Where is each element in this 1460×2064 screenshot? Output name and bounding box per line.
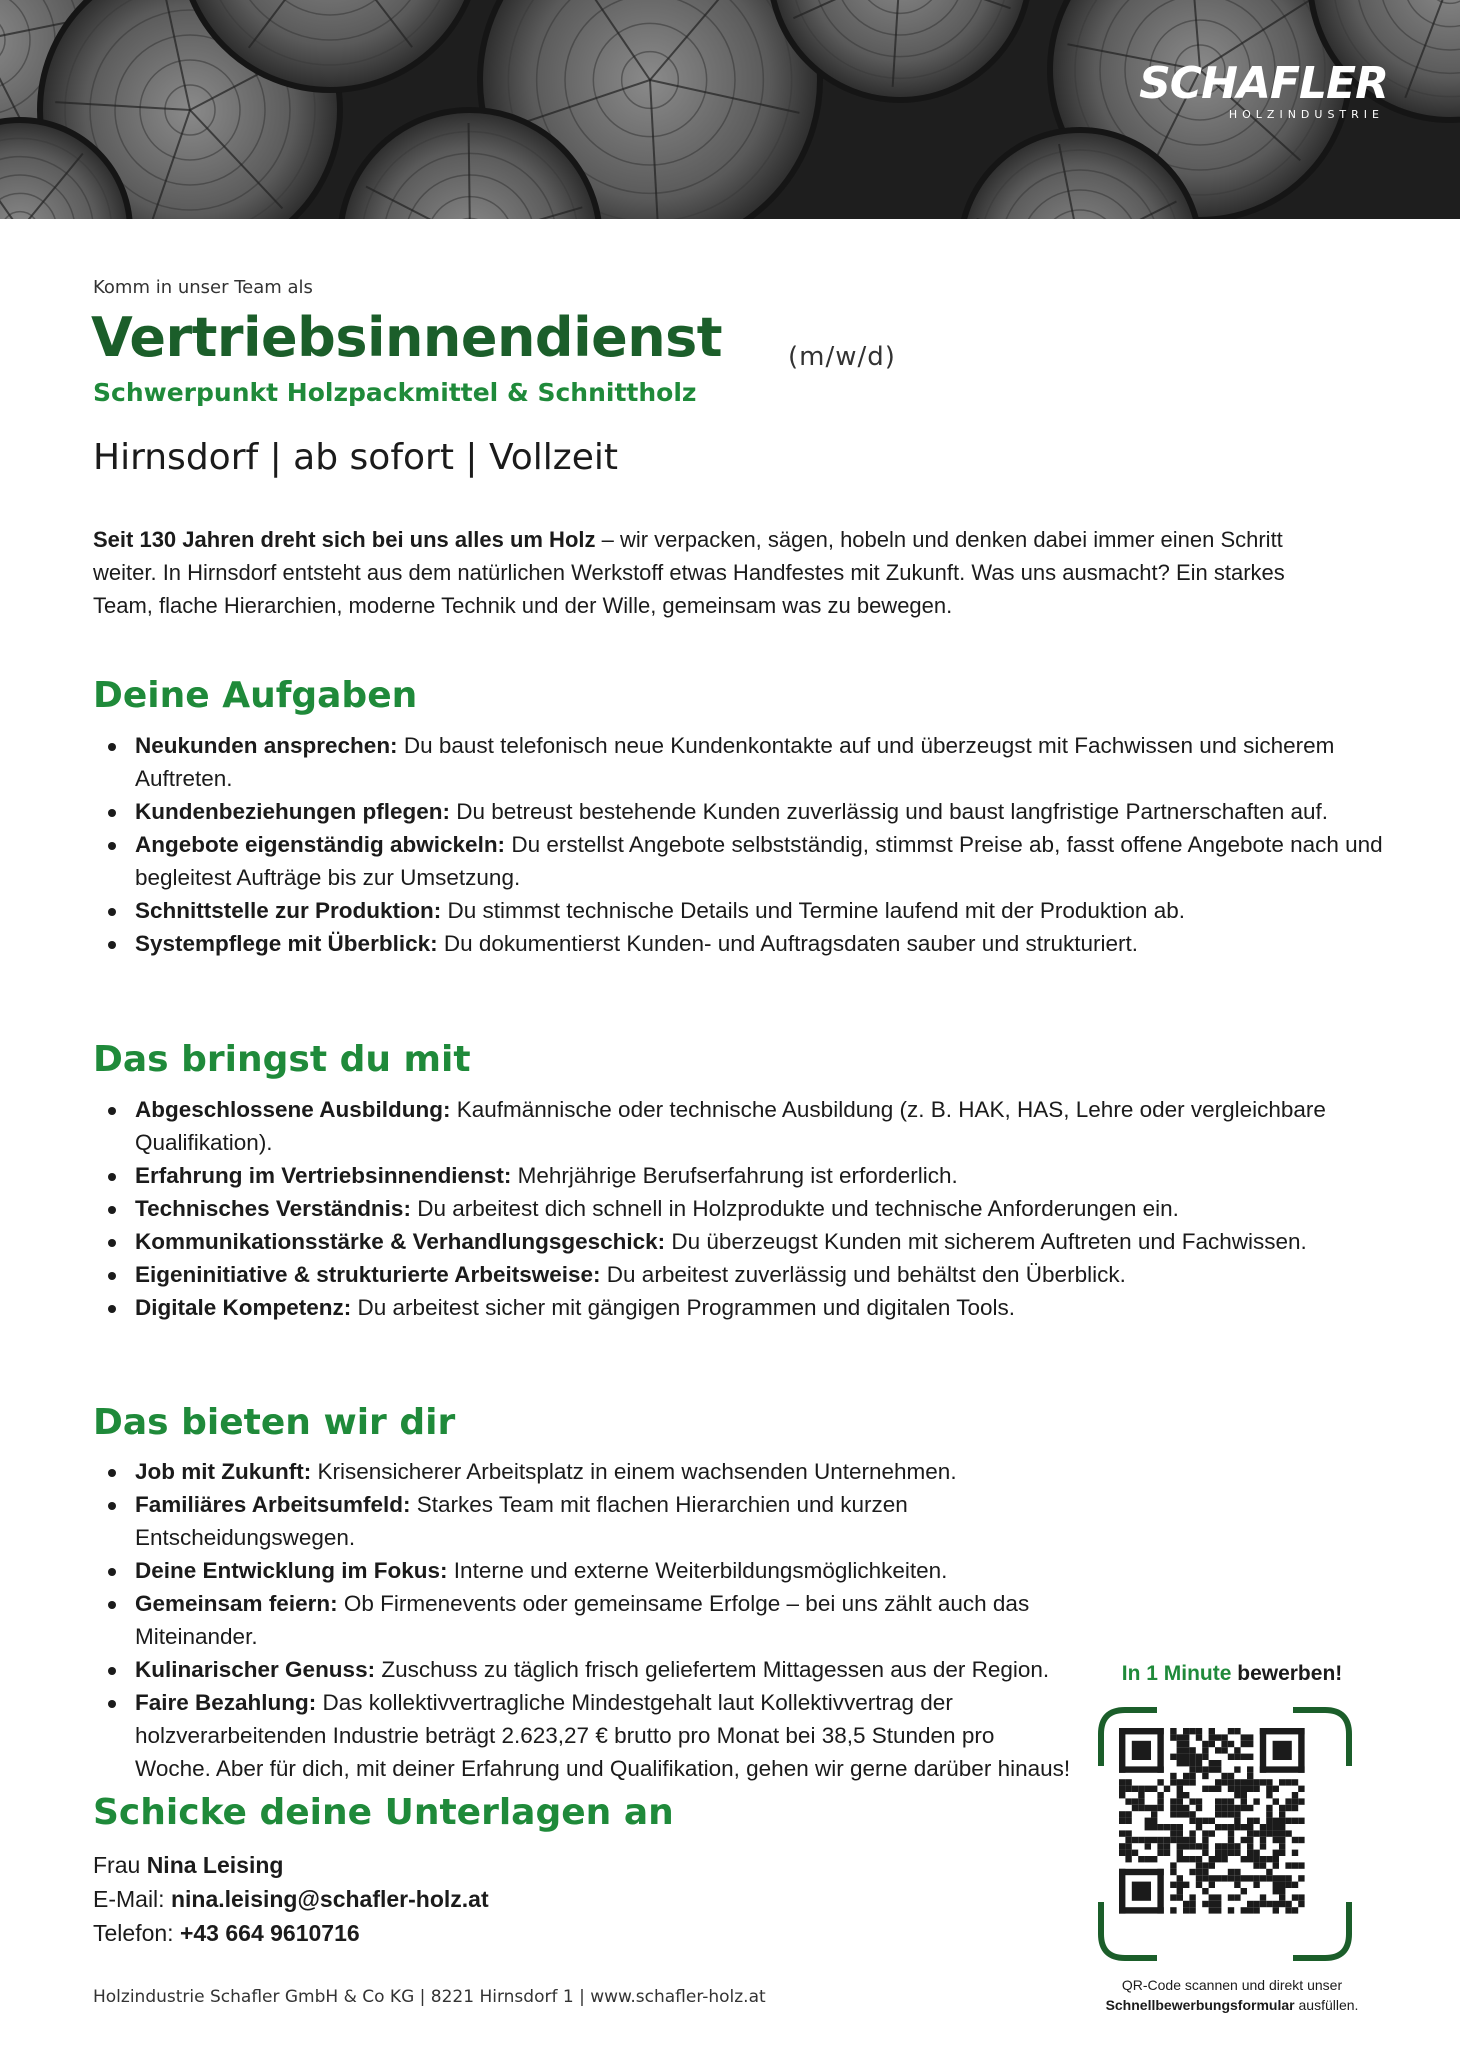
list-item-label: Faire Bezahlung: [135,1690,317,1715]
list-item [93,1159,1383,1192]
list-item-text: Krisensicherer Arbeitsplatz in einem wachsenden Unternehmen. [311,1459,957,1484]
list-item [93,1653,1073,1686]
list-item [93,1686,1073,1785]
contact-name: Nina Leising [146,1852,284,1878]
list-item-label: Neukunden ansprechen: [135,733,398,758]
list-item [93,1093,1383,1159]
phone-label: Telefon: [93,1920,180,1946]
logo-subtext: HOLZINDUSTRIE [1228,108,1384,121]
list-item-text: Ob Firmenevents oder gemeinsame Erfolge – bei uns zählt auch das Miteinander. [135,1591,1030,1649]
list-item-text: Du baust telefonisch neue Kundenkontakte auf und überzeugst mit Fachwissen und sicherem Auftreten. [135,733,1335,791]
list-item [93,1258,1383,1291]
list-item-label: Job mit Zukunft: [135,1459,312,1484]
contact-phone-line [93,1916,489,1950]
email-label: E-Mail: [93,1886,171,1912]
list-item-text: Starkes Team mit flachen Hierarchien und kurzen Entscheidungswegen. [135,1492,908,1550]
list-item-label: Familiäres Arbeitsumfeld: [135,1492,411,1517]
list-item-label: Gemeinsam feiern: [135,1591,338,1616]
heading-tasks: Deine Aufgaben [93,675,418,716]
list-item [93,828,1383,894]
tasks-list [93,729,1383,960]
contact-block [93,1848,489,1950]
list-item-text: Du arbeitest dich schnell in Holzprodukte und technische Anforderungen ein. [410,1196,1179,1221]
list-item-label: Systempflege mit Überblick: [135,931,438,956]
list-item [93,1291,1383,1324]
list-item [93,795,1383,828]
list-item-text: Mehrjährige Berufserfahrung ist erforderlich. [511,1163,958,1188]
qr-caption-bold: Schnellbewerbungsformular [1105,1997,1295,2013]
heading-contact: Schicke deine Unterlagen an [93,1792,674,1833]
list-item [93,1488,1073,1554]
apply-heading-green: In 1 Minute [1121,1662,1232,1685]
list-item-text: Du überzeugst Kunden mit sicherem Auftreten und Fachwissen. [665,1229,1307,1254]
list-item-text: Du stimmst technische Details und Termine laufend mit der Produktion ab. [441,898,1185,923]
header-banner [0,0,1460,219]
list-item [93,927,1383,960]
list-item-label: Deine Entwicklung im Fokus: [135,1558,448,1583]
list-item-text: Du erstellst Angebote selbstständig, stimmst Preise ab, fasst offene Angebote nach und begleitest Aufträge bis zur Umsetzung. [135,832,1383,890]
logo-wordmark: SCHAFLER [1139,58,1388,109]
list-item-label: Digitale Kompetenz: [135,1295,352,1320]
intro-label: Komm in unser Team als [93,277,313,298]
qr-code-graphic [1097,1706,1353,1962]
heading-requirements: Das bringst du mit [93,1039,471,1080]
list-item-text: Du arbeitest sicher mit gängigen Programmen und digitalen Tools. [351,1295,1015,1320]
list-item [93,1225,1383,1258]
requirements-list [93,1093,1383,1324]
qr-caption [1062,1975,1402,2015]
email-link[interactable]: nina.leising@schafler-holz.at [170,1886,489,1912]
list-item [93,1455,1073,1488]
list-item-label: Angebote eigenständig abwickeln: [135,832,506,857]
list-item [93,729,1383,795]
list-item-label: Kulinarischer Genuss: [135,1657,376,1682]
footer-imprint: Holzindustrie Schafler GmbH & Co KG | 8221 Hirnsdorf 1 | www.schafler-holz.at [93,1987,766,2007]
qr-code[interactable] [1097,1706,1353,1962]
intro-bold: Seit 130 Jahren dreht sich bei uns alles um Holz [93,527,596,552]
list-item-text: Zuschuss zu täglich frisch geliefertem Mittagessen aus der Region. [375,1657,1050,1682]
list-item-label: Erfahrung im Vertriebsinnendienst: [135,1163,512,1188]
company-logo [1139,58,1388,122]
offers-list [93,1455,1073,1785]
intro-paragraph [93,523,1343,622]
list-item [93,1587,1073,1653]
intro-text: – wir verpacken, sägen, hobeln und denken dabei immer einen Schritt weiter. In Hirnsdorf entsteht aus dem natürlichen Werkstoff etwas Handfestes mit Zukunft. Was uns ausmacht? Ein starkes Team, flache Hierarchien, moderne Technik und der Wille, gemeinsam was zu bewegen. [93,527,1285,618]
qr-caption-rest: ausfüllen. [1294,1997,1359,2013]
contact-salutation: Frau [93,1852,147,1878]
list-item-label: Technisches Verständnis: [135,1196,411,1221]
list-item-text: Du arbeitest zuverlässig und behältst den Überblick. [600,1262,1126,1287]
list-item-text: Interne und externe Weiterbildungsmöglichkeiten. [447,1558,948,1583]
apply-heading [1082,1662,1382,1686]
heading-offers: Das bieten wir dir [93,1402,456,1443]
qr-caption-line1: QR-Code scannen und direkt unser [1121,1977,1343,1993]
qr-caption-line2 [1062,1995,1402,2015]
list-item [93,894,1383,927]
contact-email-line [93,1882,489,1916]
list-item-label: Eigeninitiative & strukturierte Arbeitsweise: [135,1262,601,1287]
list-item-label: Abgeschlossene Ausbildung: [135,1097,451,1122]
list-item-text: Du betreust bestehende Kunden zuverlässig und baust langfristige Partnerschaften auf. [450,799,1329,824]
location-start-type: Hirnsdorf | ab sofort | Vollzeit [93,437,618,478]
apply-heading-rest: bewerben! [1231,1662,1343,1685]
job-title: Vertriebsinnendienst [91,306,723,369]
contact-person [93,1848,489,1882]
phone-link[interactable]: +43 664 9610716 [179,1920,360,1946]
list-item-label: Kommunikationsstärke & Verhandlungsgeschick: [135,1229,666,1254]
list-item-label: Schnittstelle zur Produktion: [135,898,442,923]
list-item [93,1192,1383,1225]
gender-suffix: (m/w/d) [788,342,896,372]
job-subtitle: Schwerpunkt Holzpackmittel & Schnittholz [93,378,697,407]
list-item-text: Kaufmännische oder technische Ausbildung (z. B. HAK, HAS, Lehre oder vergleichbare Qualifikation). [135,1097,1326,1155]
list-item [93,1554,1073,1587]
list-item-label: Kundenbeziehungen pflegen: [135,799,450,824]
list-item-text: Du dokumentierst Kunden- und Auftragsdaten sauber und strukturiert. [437,931,1139,956]
list-item-text: Das kollektivvertragliche Mindestgehalt laut Kollektivvertrag der holzverarbeitenden Industrie beträgt 2.623,27 € brutto pro Monat bei 38,5 Stunden pro Woche. Aber für dich, mit deiner Erfahrung und Qualifikation, gehen wir gerne darüber hinaus! [135,1690,1071,1781]
